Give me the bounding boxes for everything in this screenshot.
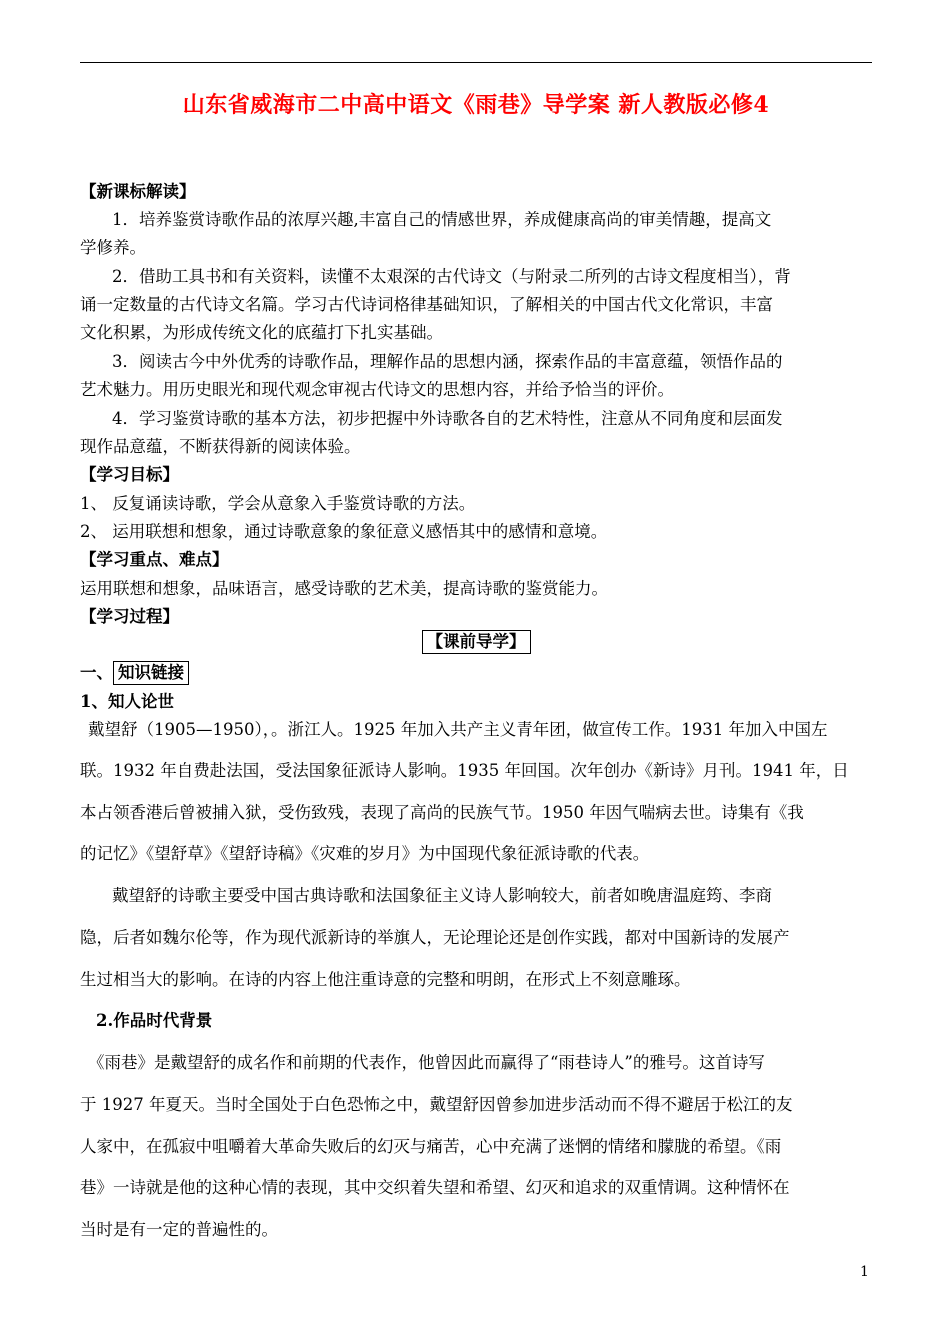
paragraph-line: 本占领香港后曾被捕入狱，受伤致残，表现了高尚的民族气节。1950 年因气喘病去世。诗集有《我 <box>80 803 804 822</box>
header-rule <box>80 62 872 63</box>
paragraph-line: 现作品意蕴，不断获得新的阅读体验。 <box>80 437 361 456</box>
focus-text: 运用联想和想象，品味语言，感受诗歌的艺术美，提高诗歌的鉴赏能力。 <box>80 579 608 598</box>
section-heading-focus: 【学习重点、难点】 <box>80 550 229 569</box>
paragraph-line: 当时是有一定的普遍性的。 <box>80 1220 278 1239</box>
paragraph-line: 戴望舒（1905—1950），。浙江人。1925 年加入共产主义青年团，做宣传工作。1931 年加入中国左 <box>88 720 828 739</box>
goal-item: 2、 运用联想和想象，通过诗歌意象的象征意义感悟其中的感情和意境。 <box>80 522 608 541</box>
paragraph-line: 《雨巷》是戴望舒的成名作和前期的代表作，他曾因此而赢得了“雨巷诗人”的雅号。这首诗写 <box>88 1053 765 1072</box>
paragraph-line: 学修养。 <box>80 238 146 257</box>
part-one-heading <box>80 659 872 685</box>
paragraph-line: 3．阅读古今中外优秀的诗歌作品，理解作品的思想内涵，探索作品的丰富意蕴，领悟作品的 <box>112 352 783 371</box>
section-heading-goals: 【学习目标】 <box>80 465 179 484</box>
author-heading: 1、知人论世 <box>80 692 174 711</box>
preclass-box: 【课前导学】 <box>422 630 531 654</box>
goal-item: 1、 反复诵读诗歌，学会从意象入手鉴赏诗歌的方法。 <box>80 494 476 513</box>
section-heading-process: 【学习过程】 <box>80 607 179 626</box>
paragraph-line: 于 1927 年夏天。当时全国处于白色恐怖之中，戴望舒因曾参加进步活动而不得不避居于松江的友 <box>80 1095 793 1114</box>
background-heading: 2.作品时代背景 <box>96 1011 213 1030</box>
preclass-heading <box>80 630 872 654</box>
paragraph-line: 的记忆》《望舒草》《望舒诗稿》《灾难的岁月》为中国现代象征派诗歌的代表。 <box>80 844 650 863</box>
paragraph-line: 1．培养鉴赏诗歌作品的浓厚兴趣,丰富自己的情感世界，养成健康高尚的审美情趣，提高文 <box>112 210 772 229</box>
paragraph-line: 隐，后者如魏尔伦等，作为现代派新诗的举旗人，无论理论还是创作实践，都对中国新诗的发展产 <box>80 928 790 947</box>
paragraph-line: 艺术魅力。用历史眼光和现代观念审视古代诗文的思想内容，并给予恰当的评价。 <box>80 380 674 399</box>
paragraph-line: 人家中，在孤寂中咀嚼着大革命失败后的幻灭与痛苦，心中充满了迷惘的情绪和朦胧的希望。《雨 <box>80 1137 782 1156</box>
paragraph-line: 戴望舒的诗歌主要受中国古典诗歌和法国象征主义诗人影响较大，前者如晚唐温庭筠、李商 <box>112 886 772 905</box>
knowledge-link-box: 知识链接 <box>113 661 189 685</box>
paragraph-line: 文化积累，为形成传统文化的底蕴打下扎实基础。 <box>80 323 443 342</box>
section-heading-standards: 【新课标解读】 <box>80 182 196 201</box>
paragraph-line: 生过相当大的影响。在诗的内容上他注重诗意的完整和明朗，在形式上不刻意雕琢。 <box>80 970 691 989</box>
paragraph-line: 巷》一诗就是他的这种心情的表现，其中交织着失望和希望、幻灭和追求的双重情调。这种情怀在 <box>80 1178 790 1197</box>
paragraph-line: 联。1932 年自费赴法国，受法国象征派诗人影响。1935 年回国。次年创办《新诗》月刊。1941 年，日 <box>80 761 849 780</box>
paragraph-line: 2．借助工具书和有关资料，读懂不太艰深的古代诗文（与附录二所列的古诗文程度相当），背 <box>112 267 791 286</box>
page-number: 1 <box>860 1264 869 1280</box>
part-one-prefix: 一、 <box>80 663 113 682</box>
page-title: 山东省威海市二中高中语文《雨巷》导学案 新人教版必修4 <box>182 92 770 118</box>
paragraph-line: 诵一定数量的古代诗文名篇。学习古代诗词格律基础知识，了解相关的中国古代文化常识，丰富 <box>80 295 773 314</box>
paragraph-line: 4．学习鉴赏诗歌的基本方法，初步把握中外诗歌各自的艺术特性，注意从不同角度和层面发 <box>112 409 783 428</box>
